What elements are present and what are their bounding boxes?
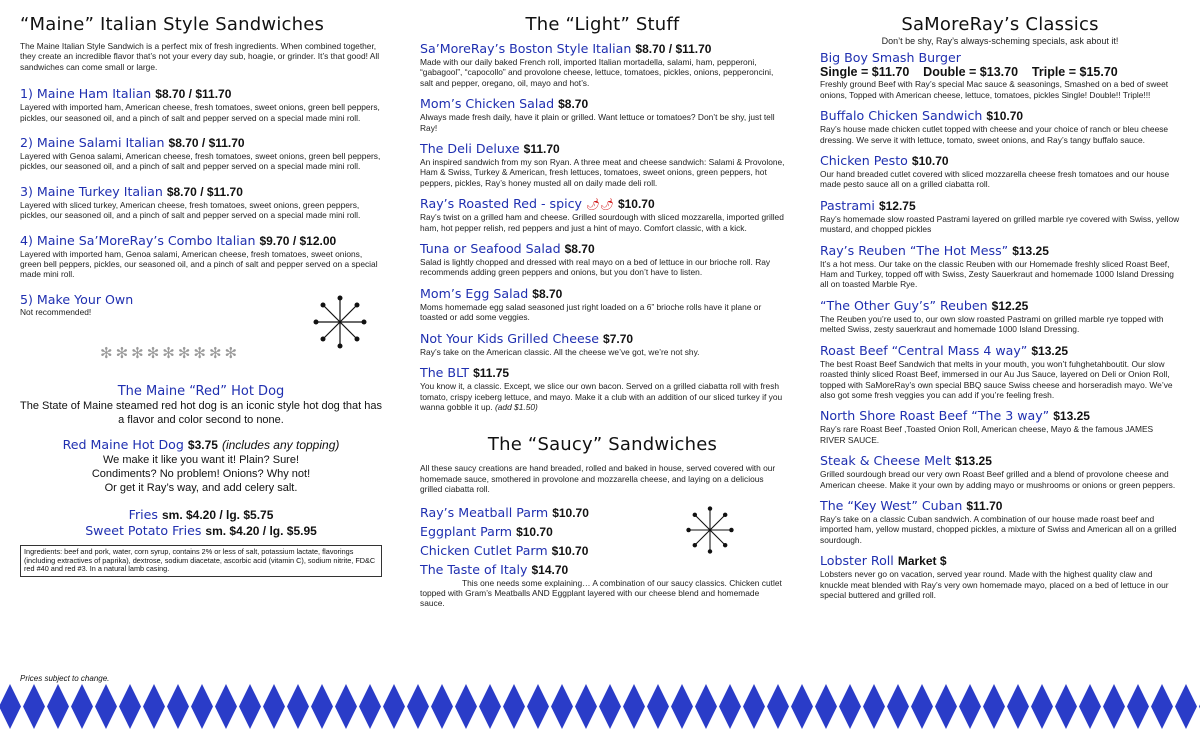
diamond-shape xyxy=(383,684,405,729)
item-desc: Ray’s rare Roast Beef ,Toasted Onion Roll, American cheese, Mayo & the famous JAMES RIVER SAUCE. xyxy=(820,424,1154,445)
menu-item xyxy=(820,198,1180,235)
section-title-classics: SaMoreRay’s Classics xyxy=(901,14,1099,35)
menu-item xyxy=(420,286,785,323)
diamond-shape xyxy=(215,684,237,729)
item-name: Ray’s Reuben “The Hot Mess” xyxy=(820,242,1009,258)
diamond-shape xyxy=(263,684,285,729)
item-price: $8.70 / $11.70 xyxy=(155,87,232,102)
diamond-shape xyxy=(743,684,765,729)
diamond-shape xyxy=(887,684,909,729)
menu-item xyxy=(420,41,785,88)
diamond-shape xyxy=(863,684,885,729)
diamond-shape xyxy=(1103,684,1125,729)
menu-item xyxy=(820,498,1180,545)
diamond-shape xyxy=(1079,684,1101,729)
diamond-shape xyxy=(575,684,597,729)
item-name: Eggplant Parm xyxy=(420,523,513,539)
menu-item xyxy=(420,141,785,188)
item-name: The Deli Deluxe xyxy=(420,141,520,157)
diamond-shape xyxy=(191,684,213,729)
item-price: $11.70 xyxy=(523,142,560,157)
item-name: 1) Maine Ham Italian xyxy=(20,86,152,102)
item-desc: Our hand breaded cutlet covered with sliced mozzarella cheese fresh tomatoes and our house made pesto sauce all on a grilled ciabatta roll. xyxy=(820,169,1170,190)
diamond-border xyxy=(0,684,1200,729)
pepper-icon: 🌶🌶 xyxy=(586,198,614,212)
item-name: 5) Make Your Own xyxy=(20,291,134,307)
item-price: $8.70 xyxy=(564,242,595,257)
section-title-light: The “Light” Stuff xyxy=(525,14,680,35)
prices-note: Prices subject to change. xyxy=(20,674,110,683)
diamond-shape xyxy=(839,684,861,729)
maine-intro: The Maine Italian Style Sandwich is a perfect mix of fresh ingredients. When combined together, they create an incredible flavor that’s not your every day sub, hoagie, or grinder. It’s that good! All sandwiches can come small or large. xyxy=(20,41,380,72)
diamond-shape xyxy=(1031,684,1053,729)
diamond-shape xyxy=(239,684,261,729)
diamond-shape xyxy=(143,684,165,729)
diamond-shape xyxy=(1127,684,1149,729)
diamond-shape xyxy=(791,684,813,729)
item-name: The BLT xyxy=(420,365,470,381)
red-line: Or get it Ray’s way, and add celery salt. xyxy=(104,481,298,494)
item-desc: Layered with Genoa salami, American cheese, fresh tomatoes, sweet onions, green bell peppers, pickles, our seasoned oil, and a pinch of salt and pepper served on a special made mini roll. xyxy=(20,151,381,172)
item-name: Steak & Cheese Melt xyxy=(820,453,952,469)
diamond-shape xyxy=(1055,684,1077,729)
diamond-shape xyxy=(599,684,621,729)
item-desc: Ray’s homemade slow roasted Pastrami layered on grilled marble rye covered with Swiss, yellow mustard, and chopped pickles xyxy=(820,213,1180,235)
menu-item xyxy=(420,96,785,133)
menu-item xyxy=(20,233,382,280)
item-name: Lobster Roll xyxy=(820,553,894,569)
diamond-shape xyxy=(647,684,669,729)
menu-item xyxy=(820,108,1180,145)
red-line: We make it like you want it! Plain? Sure! xyxy=(102,453,300,466)
item-price: $8.70 / $11.70 xyxy=(635,42,712,56)
diamond-shape xyxy=(959,684,981,729)
red-hotdog-name: Red Maine Hot Dog xyxy=(62,436,184,452)
item-price: $7.70 xyxy=(603,331,634,346)
item-desc: You know it, a classic. Except, we slice our own bacon. Served on a grilled ciabatta roll with fresh tomato, crispy iceberg lettuce, and mayo. Make it a club with an addition of our sliced turkey if you wanna gobble it up. xyxy=(420,381,783,412)
item-price: $14.70 xyxy=(531,562,569,577)
item-price: $10.70 xyxy=(516,524,553,539)
item-name: Big Boy Smash Burger xyxy=(820,50,961,66)
taste-desc: This one needs some explaining… A combination of our saucy classics. Chicken cutlet topped with Gram’s Meatballs AND Eggplant layered with our cheese blend and homemade sauce. xyxy=(420,577,782,609)
item-desc: The Reuben you’re used to, our own slow roasted Pastrami on grilled marble rye topped with melted Swiss, zesty sauerkraut and homemade 1000 Island Dressing. xyxy=(820,313,1164,335)
item-desc: Layered with sliced turkey, American cheese, fresh tomatoes, sweet onions, green peppers, pickles, our seasoned oil, and a pinch of salt and pepper served on a special made mini roll. xyxy=(20,199,361,221)
item-desc: Salad is lightly chopped and dressed with real mayo on a bed of lettuce in our brioche roll. Ray recommends adding green peppers and onions, but you don’t have to listen. xyxy=(420,257,771,278)
item-price: $13.25 xyxy=(1053,409,1090,424)
menu-item xyxy=(20,86,382,123)
item-name: Mom’s Egg Salad xyxy=(420,285,529,301)
menu-item xyxy=(20,292,382,384)
diamond-shape xyxy=(503,684,525,729)
diamond-shape xyxy=(815,684,837,729)
item-price: $9.70 / $12.00 xyxy=(259,233,337,248)
item-price: $8.70 xyxy=(558,97,589,112)
item-desc: Ray’s take on a classic Cuban sandwich. A combination of our house made roast beef and imported ham, yellow mustard, chopped pickles, a mixture of Swiss and American all on a grilled sourdough. xyxy=(820,513,1177,545)
menu-item xyxy=(20,135,382,172)
diamond-shape xyxy=(767,684,789,729)
diamond-shape xyxy=(311,684,333,729)
item-price: $10.70 xyxy=(552,505,589,520)
item-desc: An inspired sandwich from my son Ryan. A three meat and cheese sandwich: Salami & Provolone, Ham & Swiss, Turkey & American, fresh lettuces, tomatoes, sweet onions, green peppers, hot peppers, pickles, Ray’s honey musted all on daily made deli roll. xyxy=(420,157,785,188)
column-light-stuff xyxy=(420,14,785,609)
diamond-shape xyxy=(287,684,309,729)
column-maine-italian xyxy=(20,14,382,577)
red-hotdog-price: $3.75 xyxy=(187,437,218,452)
menu-item xyxy=(820,408,1180,445)
diamond-shape xyxy=(47,684,69,729)
item-name: Roast Beef “Central Mass 4 way” xyxy=(820,342,1028,358)
diamond-shape xyxy=(551,684,573,729)
diamond-shape xyxy=(911,684,933,729)
item-name: Buffalo Chicken Sandwich xyxy=(820,108,983,124)
item-name: 3) Maine Turkey Italian xyxy=(20,183,163,199)
menu-item xyxy=(420,331,785,357)
red-hotdog-note: (includes any topping) xyxy=(221,437,340,452)
item-name: Sa’MoreRay’s Boston Style Italian xyxy=(420,41,632,56)
item-desc: Grilled sourdough bread our very own Roast Beef grilled and a blend of provolone cheese and American cheese. Make it your own by adding mayo or mushrooms or onions or green peppers. xyxy=(820,469,1176,490)
item-desc: Layered with imported ham, American cheese, fresh tomatoes, sweet onions, green bell peppers, pickles, our seasoned oil, and a pinch of salt and pepper served on a special made mini roll. xyxy=(20,102,380,123)
item-desc: The best Roast Beef Sandwich that melts in your mouth, you won’t fuhghetahboutit. Our slow roasted thinly sliced Roast Beef, immersed in our Au Jus Sauce, layered on Deli or Onion Roll, topped with SaMoreRay’s own special BBQ sauce Swiss cheese and horseradish mayo. We’ve also got some fresh veggies you can add if you’re feeling fresh. xyxy=(820,358,1173,400)
item-price: $10.70 xyxy=(551,543,589,558)
hotdog-desc: The State of Maine steamed red hot dog is an iconic style hot dog that has a flavor and color second to none. xyxy=(20,399,382,426)
diamond-shape xyxy=(167,684,189,729)
item-desc: Layered with imported ham, Genoa salami, American cheese, fresh tomatoes, sweet onions, green bell peppers, pickles, our seasoned oil, and a pinch of salt and pepper served on a special made mini roll. xyxy=(20,248,378,280)
item-name: “The Other Guy’s” Reuben xyxy=(820,297,988,313)
menu-item xyxy=(420,365,785,412)
menu-item xyxy=(820,553,1180,600)
diamond-shape xyxy=(119,684,141,729)
item-price: Market $ xyxy=(897,554,947,569)
item-desc: Made with our daily baked French roll, imported Italian mortadella, salami, ham, pepperoni, “gabagool”, “capocollo” and provolone cheese, lettuce, tomatoes, pickles, onions, pepperoncini, salt and pepper, oregano, oil, mayo and hot’s. xyxy=(420,57,774,88)
diamond-shape xyxy=(719,684,741,729)
menu-item xyxy=(20,184,382,221)
item-note: (add $1.50) xyxy=(494,401,538,412)
star-divider: ✻✻✻✻✻✻✻✻✻ xyxy=(100,344,241,362)
diamond-shape xyxy=(431,684,453,729)
fries-price: sm. $4.20 / lg. $5.75 xyxy=(161,507,274,522)
item-desc: Lobsters never go on vacation, served year round. Made with the highest quality claw and knuckle meat blended with Ray’s very own homemade mayo, placed on a bed of lettuce in our special buttered and grilled roll. xyxy=(820,569,1169,600)
starburst-icon xyxy=(685,505,735,555)
diamond-shape xyxy=(0,684,21,729)
item-desc: Not recommended! xyxy=(20,306,92,317)
item-price: $13.25 xyxy=(955,454,992,469)
menu-item xyxy=(820,453,1180,490)
diamond-shape xyxy=(407,684,429,729)
column-classics xyxy=(820,14,1180,608)
item-name: North Shore Roast Beef “The 3 way” xyxy=(820,408,1050,424)
diamond-shape xyxy=(335,684,357,729)
burger-sizes: Single = $11.70 Double = $13.70 Triple = $15.70 xyxy=(820,65,1118,80)
diamond-shape xyxy=(1007,684,1029,729)
saucy-intro: All these saucy creations are hand breaded, rolled and baked in house, served covered with our homemade sauce, smothered in provolone and mozzarella cheese, and laying on a delicious grilled ciabatta roll. xyxy=(420,463,776,495)
diamond-shape xyxy=(1151,684,1173,729)
item-price: $11.70 xyxy=(966,498,1003,513)
classics-subtitle: Don’t be shy, Ray’s always-scheming specials, ask about it! xyxy=(881,36,1119,46)
diamond-shape xyxy=(695,684,717,729)
section-title-saucy: The “Saucy” Sandwiches xyxy=(487,434,718,456)
item-price: $11.75 xyxy=(473,366,510,381)
item-name: Ray’s Meatball Parm xyxy=(420,504,549,520)
item-name: Chicken Pesto xyxy=(820,153,908,169)
menu-item xyxy=(820,50,1180,100)
item-name: The Taste of Italy xyxy=(420,561,528,577)
hotdog-title: The Maine “Red” Hot Dog xyxy=(117,383,285,399)
diamond-shape xyxy=(359,684,381,729)
diamond-shape xyxy=(455,684,477,729)
item-price: $12.75 xyxy=(878,198,916,213)
item-name: 4) Maine Sa’MoreRay’s Combo Italian xyxy=(20,232,256,248)
item-name: Tuna or Seafood Salad xyxy=(420,241,561,257)
item-desc: Ray’s twist on a grilled ham and cheese. Grilled sourdough with sliced mozzarella, imported grilled ham, hot pepper relish, red peppers and just a hint of mayo. Comfort classic, with a kick. xyxy=(420,212,784,233)
item-price: $8.70 / $11.70 xyxy=(168,136,245,151)
item-desc: It’s a hot mess. Our take on the classic Reuben with our Homemade freshly sliced Roast Beef, Ham and Turkey, topped off with Swiss, Zesty Sauerkraut and homemade 1000 Island Dressing all on toasted Marble Rye. xyxy=(820,258,1174,290)
ingredients-box: Ingredients: beef and pork, water, corn syrup, contains 2% or less of salt, potassium lactate, flavorings (including extractives of paprika), dextrose, sodium diacetate, ascorbic acid (vitamin C), sodium nitrite, FD&C red #40 and red #3. In a natural lamb casing. xyxy=(20,545,382,577)
item-name: 2) Maine Salami Italian xyxy=(20,135,165,151)
item-desc: Ray’s house made chicken cutlet topped with cheese and your choice of ranch or bleu cheese dressing. We serve it with lettuce, tomato, sweet onions, and Ray’s tangy buffalo sauce. xyxy=(820,124,1169,145)
menu-item xyxy=(820,153,1180,190)
diamond-shape xyxy=(1175,684,1197,729)
item-price: $10.70 xyxy=(911,154,949,169)
red-line: Condiments? No problem! Onions? Why not! xyxy=(91,467,311,480)
saucy-list xyxy=(420,505,785,609)
item-price: $10.70 xyxy=(617,197,655,212)
diamond-shape xyxy=(623,684,645,729)
section-title-maine: “Maine” Italian Style Sandwiches xyxy=(20,14,325,35)
item-name: Chicken Cutlet Parm xyxy=(420,542,548,558)
item-name: Ray’s Roasted Red - spicy xyxy=(420,196,582,212)
fries-name: Fries xyxy=(128,506,158,522)
diamond-shape xyxy=(71,684,93,729)
item-desc: Moms homemade egg salad seasoned just right loaded on a 6” brioche rolls have it plane or toasted or add some veggies. xyxy=(420,301,762,323)
item-name: Not Your Kids Grilled Cheese xyxy=(420,330,600,346)
hotdog-section xyxy=(20,384,382,539)
item-desc: Always made fresh daily, have it plain or grilled. Want lettuce or tomatoes? Don’t be shy, just tell Ray! xyxy=(420,112,775,133)
menu-item xyxy=(820,243,1180,290)
sweet-fries-price: sm. $4.20 / lg. $5.95 xyxy=(205,523,317,538)
diamond-shape xyxy=(479,684,501,729)
sweet-fries-name: Sweet Potato Fries xyxy=(85,522,202,538)
menu-item xyxy=(420,241,785,278)
diamond-shape xyxy=(671,684,693,729)
diamond-shape xyxy=(23,684,45,729)
item-price: $13.25 xyxy=(1012,243,1049,258)
menu-item xyxy=(820,343,1180,401)
diamond-shape xyxy=(527,684,549,729)
item-name: The “Key West” Cuban xyxy=(820,497,963,513)
item-price: $8.70 / $11.70 xyxy=(166,184,243,199)
diamond-shape xyxy=(935,684,957,729)
item-name: Mom’s Chicken Salad xyxy=(420,96,555,112)
starburst-icon xyxy=(312,294,368,350)
item-price: $12.25 xyxy=(991,298,1029,313)
diamond-shape xyxy=(95,684,117,729)
item-desc: Freshly ground Beef with Ray’s special Mac sauce & seasonings, Smashed on a bed of sweet onions, Topped with American cheese, lettuce, tomatoes, pickles Single! Double!! Triple!!! xyxy=(820,79,1169,100)
item-name: Pastrami xyxy=(820,197,875,213)
menu-item xyxy=(820,298,1180,335)
diamond-shape xyxy=(983,684,1005,729)
item-price: $8.70 xyxy=(532,286,563,301)
item-price: $13.25 xyxy=(1031,343,1069,358)
menu-item xyxy=(420,196,785,233)
item-desc: Ray’s take on the American classic. All the cheese we’ve got, we’re not shy. xyxy=(420,346,700,357)
item-price: $10.70 xyxy=(986,109,1024,124)
